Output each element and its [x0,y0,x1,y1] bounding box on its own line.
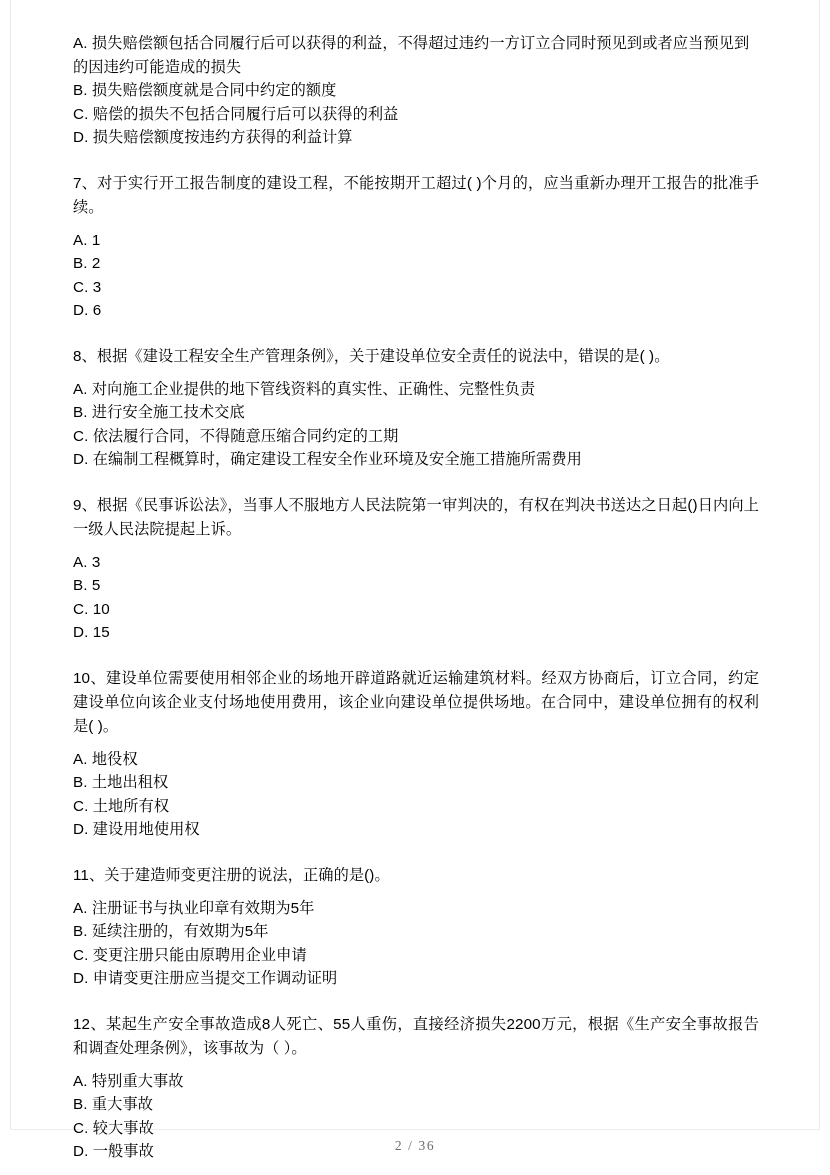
option-item[interactable]: A. 特别重大事故 [73,1072,184,1090]
option-item[interactable]: A. 对向施工企业提供的地下管线资料的真实性、正确性、完整性负责 [73,380,536,398]
question-stem: 12、某起生产安全事故造成8人死亡、55人重伤，直接经济损失2200万元，根据《生产安全事故报告和调查处理条例》，该事故为（ ）。 [73,1015,759,1057]
option-list [73,378,759,472]
question-block-8 [73,345,759,472]
option-item[interactable]: D. 一般事故 [73,1143,154,1160]
question-block-6-options [73,32,759,150]
option-item[interactable]: D. 15 [73,624,110,641]
option-item[interactable]: B. 延续注册的，有效期为5年 [73,923,269,940]
option-item[interactable]: D. 损失赔偿额度按违约方获得的利益计算 [73,129,353,146]
option-item[interactable]: C. 赔偿的损失不包括合同履行后可以获得的利益 [73,105,399,123]
option-item[interactable]: D. 建设用地使用权 [73,821,200,838]
option-item[interactable]: B. 进行安全施工技术交底 [73,404,245,421]
option-item[interactable]: B. 重大事故 [73,1096,154,1113]
option-item[interactable]: C. 土地所有权 [73,797,170,815]
option-item[interactable]: D. 6 [73,302,102,319]
option-item[interactable]: A. 注册证书与执业印章有效期为5年 [73,899,315,917]
question-stem: 11、关于建造师变更注册的说法，正确的是()。 [73,866,390,884]
option-item[interactable]: A. 地役权 [73,750,138,768]
option-item[interactable]: C. 变更注册只能由原聘用企业申请 [73,946,307,964]
question-stem: 7、对于实行开工报告制度的建设工程，不能按期开工超过( )个月的，应当重新办理开工报告的批准手续。 [73,174,759,216]
option-item[interactable]: B. 2 [73,255,101,272]
page-footer [0,1137,830,1155]
option-item[interactable]: A. 1 [73,231,101,249]
question-stem: 8、根据《建设工程安全生产管理条例》，关于建设单位安全责任的说法中，错误的是( )。 [73,347,670,365]
question-stem: 9、根据《民事诉讼法》，当事人不服地方人民法院第一审判决的，有权在判决书送达之日起()日内向上一级人民法院提起上诉。 [73,496,759,538]
option-item[interactable]: B. 5 [73,577,101,594]
option-item[interactable]: B. 土地出租权 [73,774,169,791]
option-list [73,32,759,150]
question-block-9 [73,494,759,645]
option-item[interactable]: C. 3 [73,278,102,296]
option-item[interactable]: A. 3 [73,553,101,571]
option-item[interactable]: C. 较大事故 [73,1119,154,1137]
option-item[interactable]: D. 申请变更注册应当提交工作调动证明 [73,970,338,987]
question-list [73,32,759,1164]
option-item[interactable]: C. 依法履行合同，不得随意压缩合同约定的工期 [73,427,399,445]
page-number-indicator: 2 / 36 [394,1138,436,1153]
option-item[interactable]: A. 损失赔偿额包括合同履行后可以获得的利益，不得超过违约一方订立合同时预见到或者应当预见到的因违约可能造成的损失 [73,35,750,76]
option-item[interactable]: C. 10 [73,600,110,618]
question-block-11 [73,864,759,991]
question-block-7 [73,172,759,323]
option-list [73,897,759,991]
question-stem: 10、建设单位需要使用相邻企业的场地开辟道路就近运输建筑材料。经双方协商后，订立合同，约定建设单位向该企业支付场地使用费用，该企业向建设单位提供场地。在合同中，建设单位拥有的权利是( )。 [73,669,759,735]
option-item[interactable]: D. 在编制工程概算时，确定建设工程安全作业环境及安全施工措施所需费用 [73,451,582,468]
option-item[interactable]: B. 损失赔偿额度就是合同中约定的额度 [73,82,337,99]
option-list [73,229,759,323]
option-list [73,748,759,842]
option-list [73,551,759,645]
question-block-10 [73,667,759,842]
